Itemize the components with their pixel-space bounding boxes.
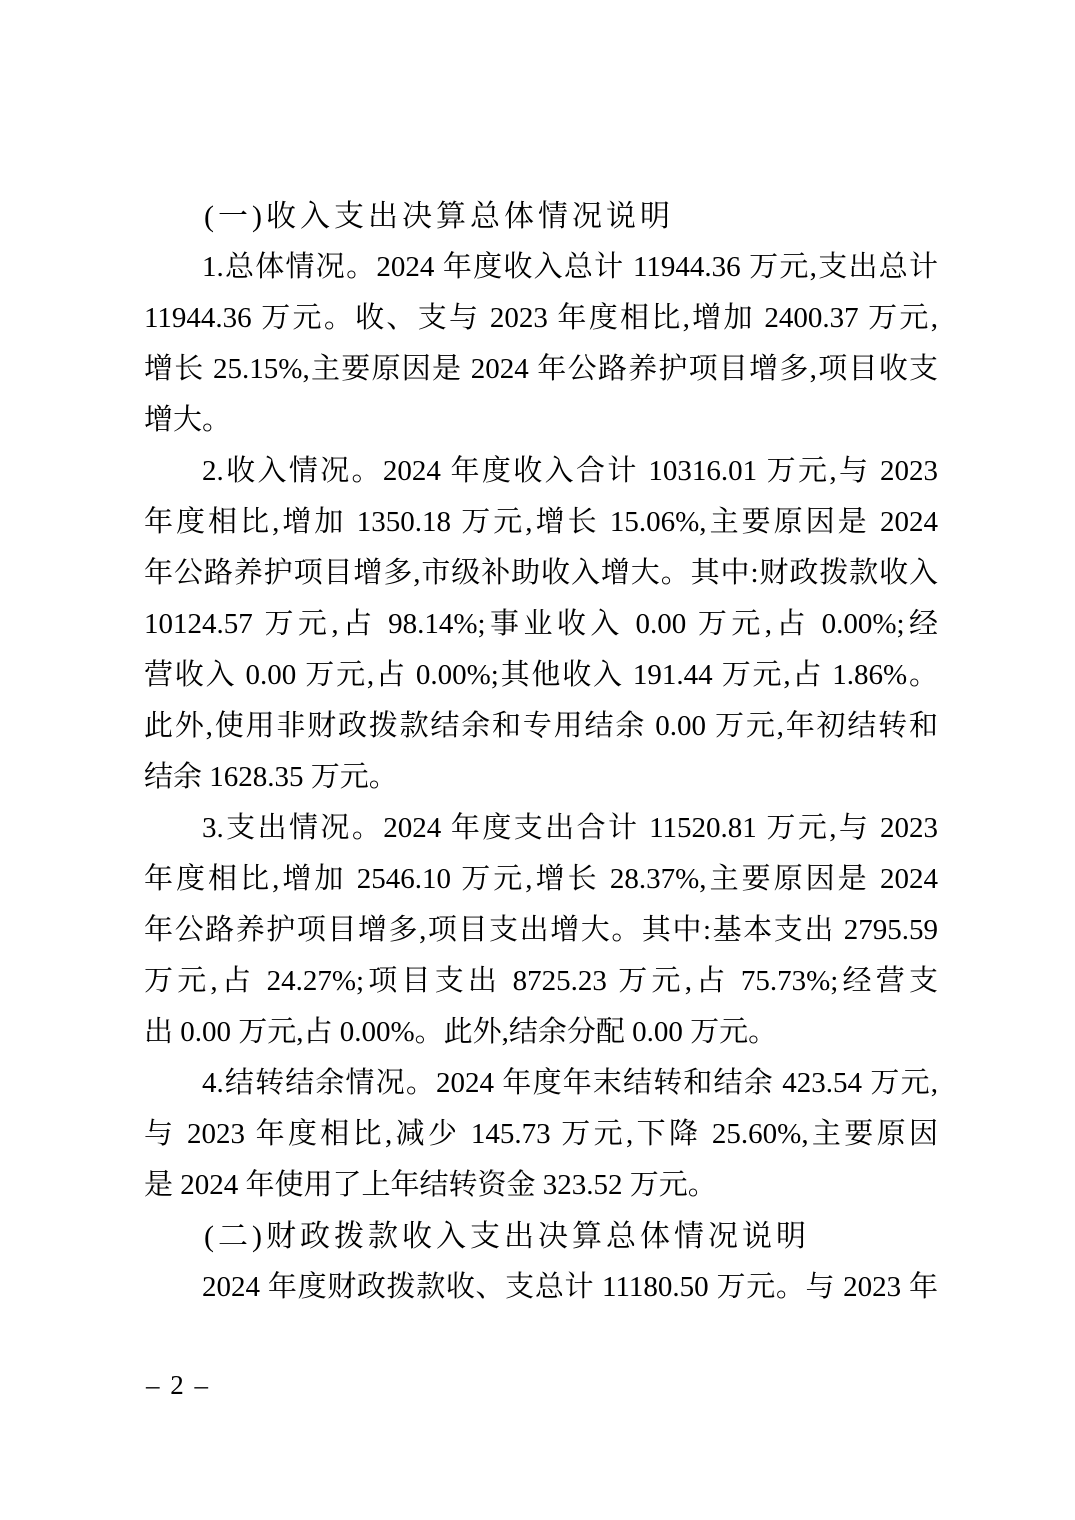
paragraph-5-line-1: 2024 年度财政拨款收、支总计 11180.50 万元。与 2023 年 — [202, 1271, 938, 1303]
paragraph-4-line-3: 是 2024 年使用了上年结转资金 323.52 万元。 — [144, 1169, 717, 1201]
paragraph-2-line-5: 营收入 0.00 万元,占 0.00%;其他收入 191.44 万元,占 1.86%。 — [144, 659, 938, 691]
paragraph-3-line-3: 年公路养护项目增多,项目支出增大。其中:基本支出 2795.59 — [144, 914, 938, 946]
paragraph-3-line-1: 3.支出情况。2024 年度支出合计 11520.81 万元,与 2023 — [202, 812, 938, 844]
paragraph-2-line-2: 年度相比,增加 1350.18 万元,增长 15.06%,主要原因是 2024 — [144, 506, 938, 538]
paragraph-2-line-6: 此外,使用非财政拨款结余和专用结余 0.00 万元,年初结转和 — [144, 710, 938, 742]
paragraph-3-line-4: 万元,占 24.27%;项目支出 8725.23 万元,占 75.73%;经营支 — [144, 965, 938, 997]
paragraph-1-line-3: 增长 25.15%,主要原因是 2024 年公路养护项目增多,项目收支 — [144, 353, 938, 385]
paragraph-2-line-3: 年公路养护项目增多,市级补助收入增大。其中:财政拨款收入 — [144, 557, 938, 589]
paragraph-1-line-2: 11944.36 万元。收、支与 2023 年度相比,增加 2400.37 万元, — [144, 302, 938, 334]
document-text-block — [144, 191, 938, 1313]
page-number: – 2 – — [146, 1370, 210, 1400]
paragraph-1-line-4: 增大。 — [144, 404, 232, 436]
paragraph-4-line-1: 4.结转结余情况。2024 年度年末结转和结余 423.54 万元, — [202, 1067, 938, 1099]
paragraph-2-line-1: 2.收入情况。2024 年度收入合计 10316.01 万元,与 2023 — [202, 455, 938, 487]
section-heading-1: (一)收入支出决算总体情况说明 — [204, 200, 674, 233]
paragraph-1-line-1: 1.总体情况。2024 年度收入总计 11944.36 万元,支出总计 — [202, 251, 938, 283]
paragraph-3-line-5: 出 0.00 万元,占 0.00%。此外,结余分配 0.00 万元。 — [144, 1016, 778, 1048]
paragraph-2-line-4: 10124.57 万元,占 98.14%;事业收入 0.00 万元,占 0.00%;经 — [144, 608, 938, 640]
paragraph-4-line-2: 与 2023 年度相比,减少 145.73 万元,下降 25.60%,主要原因 — [144, 1118, 938, 1150]
paragraph-3-line-2: 年度相比,增加 2546.10 万元,增长 28.37%,主要原因是 2024 — [144, 863, 938, 895]
section-heading-2: (二)财政拨款收入支出决算总体情况说明 — [204, 1220, 810, 1253]
paragraph-2-line-7: 结余 1628.35 万元。 — [144, 761, 398, 793]
